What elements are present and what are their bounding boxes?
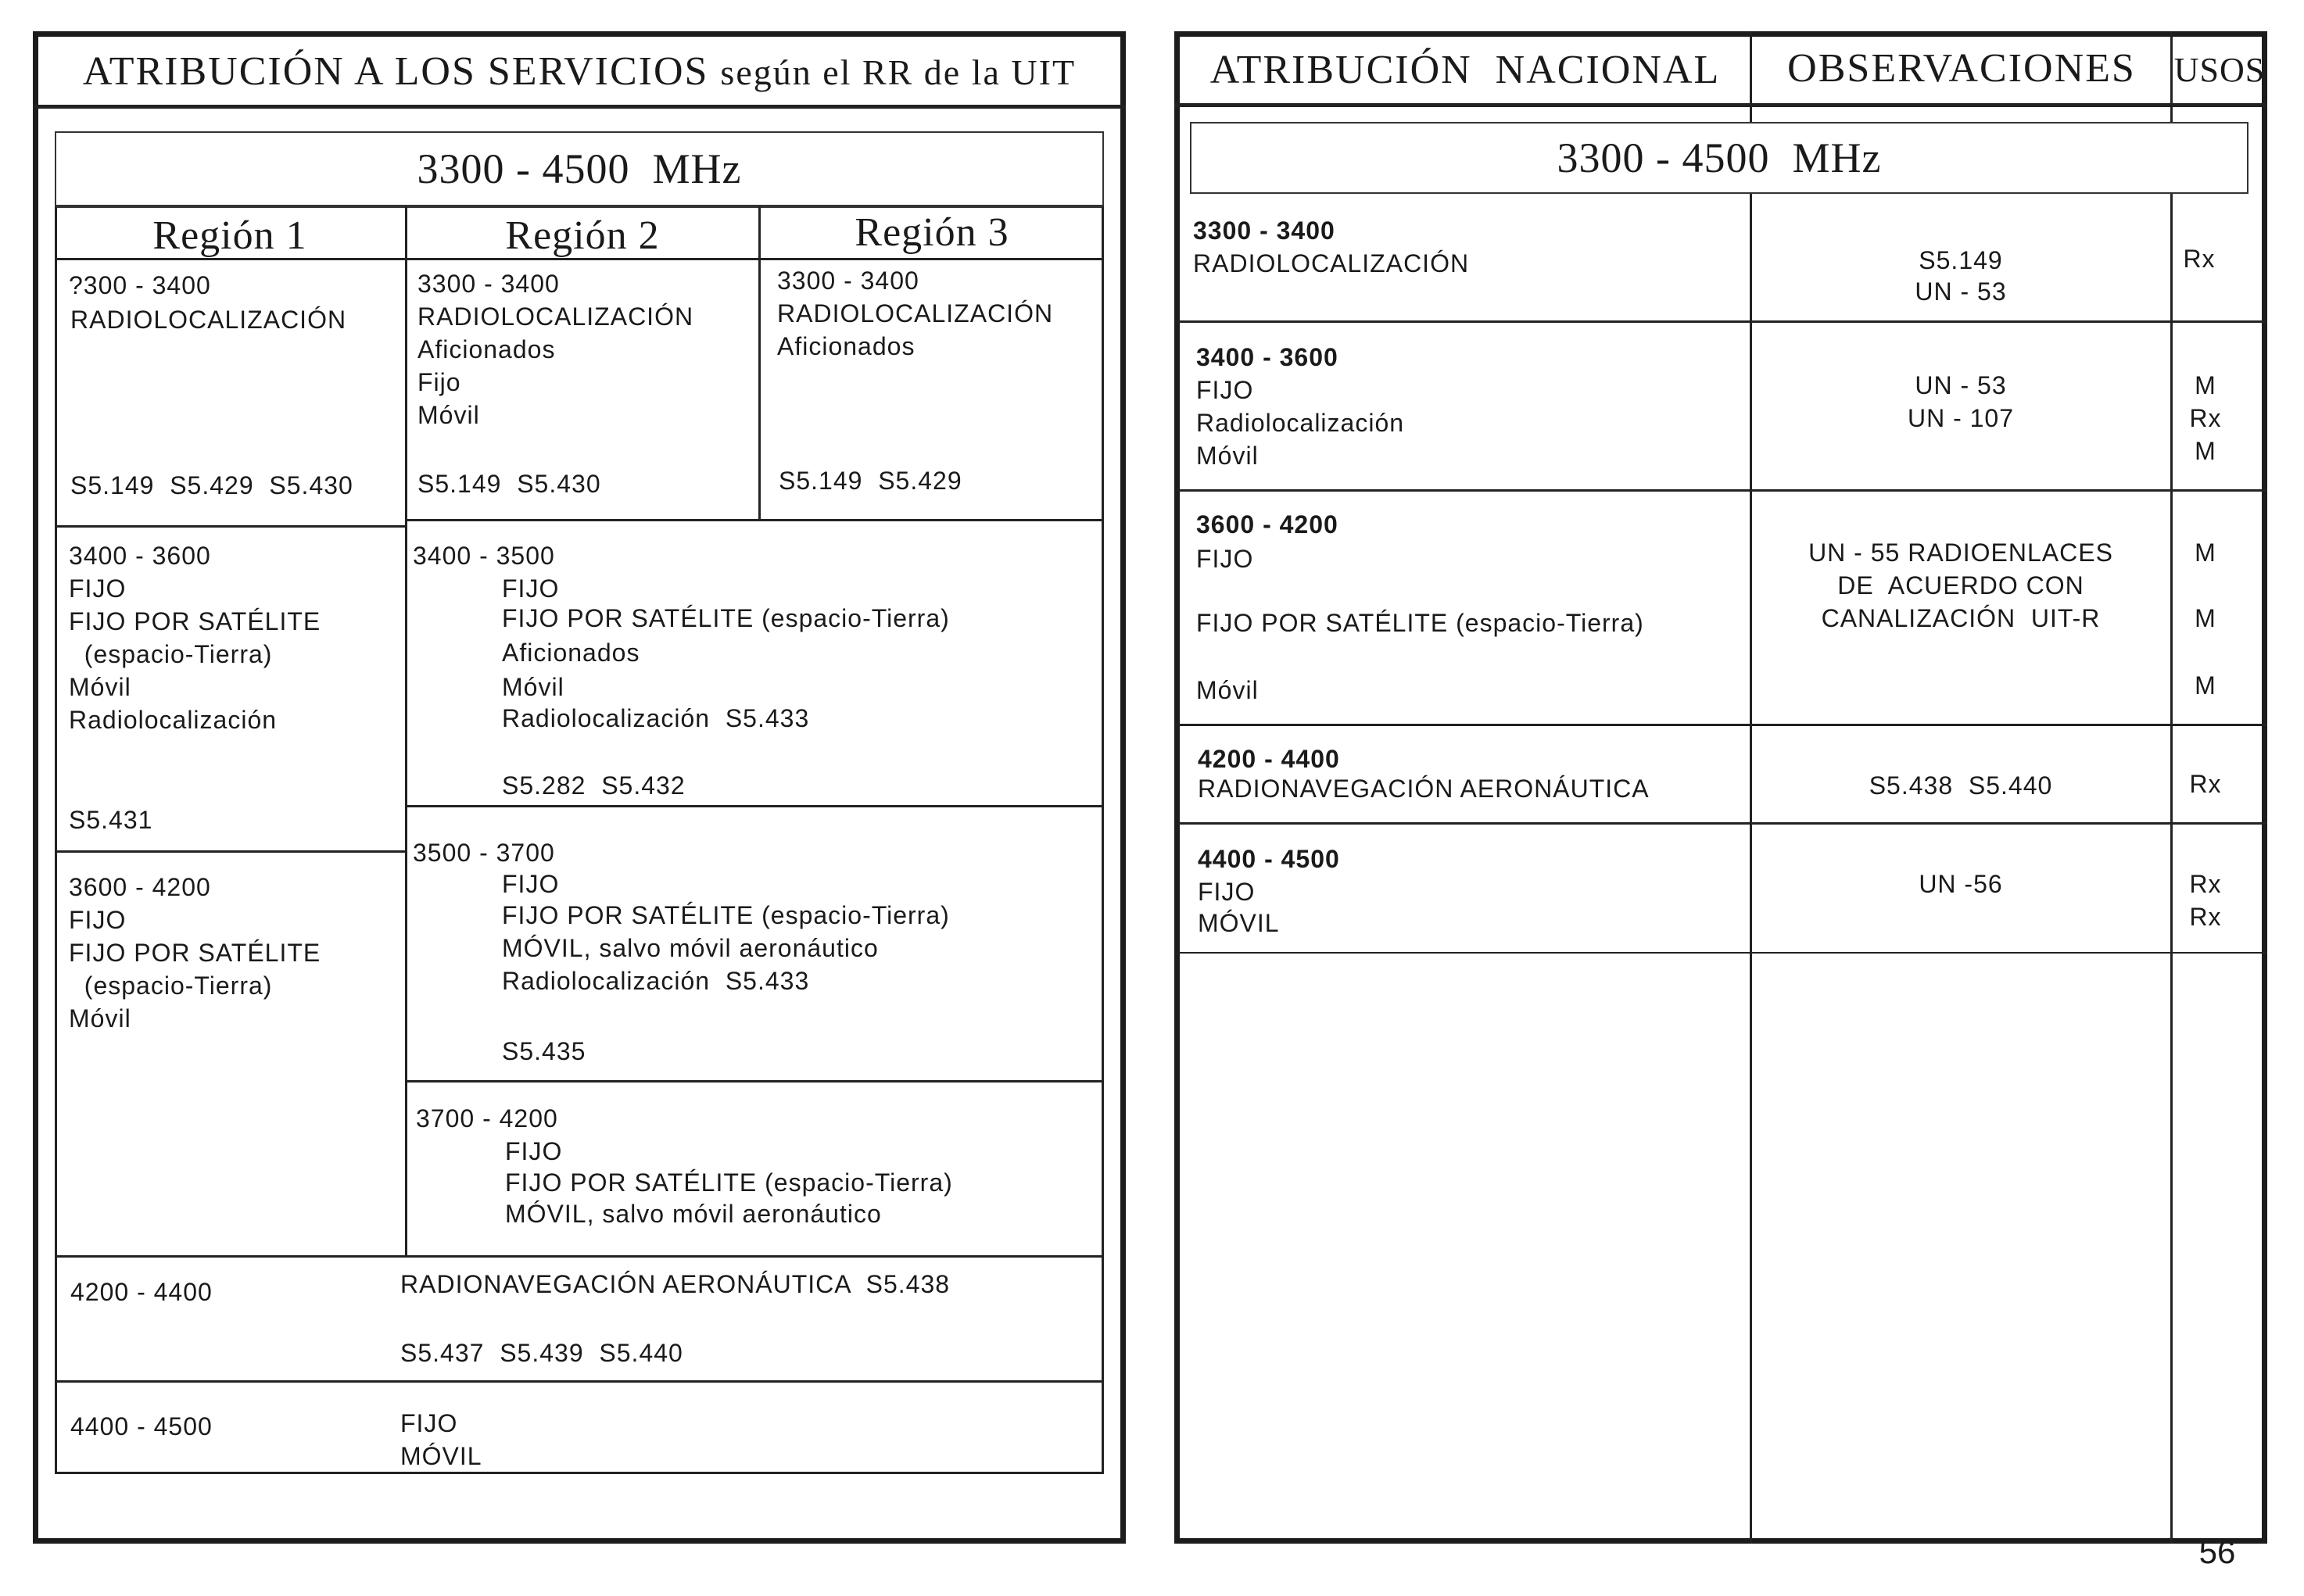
nat-row2-obs-1: UN - 53: [1915, 371, 2007, 399]
r1-3300-service: RADIOLOCALIZACIÓN: [70, 306, 347, 334]
nat-divider-3: [1177, 724, 2267, 726]
nat-row3-use-3: M: [2195, 671, 2216, 700]
r1-3400-notes: S5.431: [69, 806, 153, 834]
r23-3400-line-2: FIJO POR SATÉLITE (espacio-Tierra): [502, 604, 950, 632]
header-usos: USOS: [2173, 51, 2266, 89]
nat-divider-2: [1177, 489, 2267, 492]
r1-3300-notes: S5.149 S5.429 S5.430: [70, 471, 353, 499]
all-4400-range: 4400 - 4500: [70, 1412, 213, 1440]
r1-3600-range: 3600 - 4200: [69, 873, 211, 901]
r2-3300-range: 3300 - 3400: [417, 270, 560, 298]
r23-3700-line-3: MÓVIL, salvo móvil aeronáutico: [505, 1200, 882, 1228]
r1-3600-line-2: FIJO POR SATÉLITE: [69, 939, 321, 967]
divider-3600-r1: [55, 850, 407, 853]
title-rest: según el RR de la UIT: [720, 52, 1077, 92]
nat-row2-use-1: M: [2195, 371, 2216, 399]
r3-3300-range: 3300 - 3400: [777, 267, 919, 295]
right-band-title: 3300 - 4500 MHz: [1557, 134, 1882, 181]
all-4200-range: 4200 - 4400: [70, 1278, 213, 1306]
nat-row2-service-3: Móvil: [1196, 442, 1259, 470]
r1-3600-line-3: (espacio-Tierra): [69, 972, 273, 1000]
title-main: ATRIBUCIÓN A LOS SERVICIOS: [82, 49, 721, 94]
nat-row5-use-2: Rx: [2189, 903, 2222, 931]
all-4200-service: RADIONAVEGACIÓN AERONÁUTICA S5.438: [400, 1270, 951, 1298]
r23-3500-range: 3500 - 3700: [413, 839, 555, 867]
nat-row3-obs-1: UN - 55 RADIOENLACES: [1808, 539, 2113, 567]
nat-row3-service-3: Móvil: [1196, 676, 1259, 704]
nat-row2-use-2: Rx: [2189, 404, 2222, 432]
nat-row3-use-1: M: [2195, 539, 2216, 567]
divider-3300-r23: [405, 519, 1104, 521]
divider-4200: [55, 1255, 1104, 1258]
r2-3300-service-4: Móvil: [417, 401, 480, 429]
r1-3300-range: ?300 - 3400: [69, 271, 211, 299]
r2-3300-service-3: Fijo: [417, 368, 461, 396]
region-3-header: Región 3: [855, 210, 1009, 255]
nat-row5-service-2: MÓVIL: [1198, 909, 1280, 937]
r2-3300-service-1: RADIOLOCALIZACIÓN: [417, 302, 694, 331]
left-panel-title: [33, 45, 1126, 99]
r1-3400-line-5: Radiolocalización: [69, 706, 278, 734]
r23-3400-notes: S5.282 S5.432: [502, 771, 686, 800]
nat-row3-obs-3: CANALIZACIÓN UIT-R: [1821, 604, 2101, 632]
nat-row4-range: 4200 - 4400: [1198, 745, 1340, 773]
r23-3400-line-5: Radiolocalización S5.433: [502, 704, 810, 732]
region-2-header: Región 2: [505, 213, 660, 258]
nat-row3-use-2: M: [2195, 604, 2216, 632]
r23-3700-line-2: FIJO POR SATÉLITE (espacio-Tierra): [505, 1168, 953, 1197]
nat-row4-service-1: RADIONAVEGACIÓN AERONÁUTICA: [1198, 775, 1650, 803]
r23-3400-line-3: Aficionados: [502, 639, 640, 667]
page-number: 56: [2198, 1533, 2236, 1570]
nat-divider-4: [1177, 822, 2267, 825]
left-band-title: 3300 - 4500 MHz: [417, 145, 742, 192]
r3-3300-service-2: Aficionados: [777, 332, 916, 360]
all-4200-notes: S5.437 S5.439 S5.440: [400, 1339, 683, 1367]
all-4400-line-2: MÓVIL: [400, 1442, 482, 1470]
header-atribucion-nacional: ATRIBUCIÓN NACIONAL: [1209, 48, 1721, 92]
r23-3400-range: 3400 - 3500: [413, 542, 555, 570]
nat-row3-service-2: FIJO POR SATÉLITE (espacio-Tierra): [1196, 609, 1644, 637]
r23-3500-line-3: MÓVIL, salvo móvil aeronáutico: [502, 934, 879, 962]
nat-row4-use-1: Rx: [2189, 770, 2222, 798]
r23-3500-notes: S5.435: [502, 1037, 586, 1065]
nat-row2-service-1: FIJO: [1196, 376, 1254, 404]
r3-3300-service-1: RADIOLOCALIZACIÓN: [777, 299, 1054, 327]
nat-row3-obs-2: DE ACUERDO CON: [1837, 571, 2084, 599]
nat-row1-service-1: RADIOLOCALIZACIÓN: [1193, 249, 1470, 277]
nat-row5-range: 4400 - 4500: [1198, 845, 1340, 873]
divider-3300-r1: [55, 525, 407, 528]
r23-3500-line-4: Radiolocalización S5.433: [502, 967, 810, 995]
nat-row2-obs-2: UN - 107: [1907, 404, 2015, 432]
r1-3400-line-3: (espacio-Tierra): [69, 640, 273, 668]
r23-3500-line-1: FIJO: [502, 870, 560, 898]
nat-row1-obs-2: UN - 53: [1915, 277, 2007, 306]
nat-divider-5: [1177, 952, 2267, 954]
nat-row2-range: 3400 - 3600: [1196, 343, 1338, 371]
divider-3500: [405, 805, 1104, 807]
nat-row3-range: 3600 - 4200: [1196, 510, 1338, 539]
r23-3400-line-4: Móvil: [502, 673, 564, 701]
r2-3300-service-2: Aficionados: [417, 335, 556, 363]
r23-3700-range: 3700 - 4200: [416, 1104, 558, 1133]
nat-row4-obs-1: S5.438 S5.440: [1869, 771, 2053, 800]
region-1-header: Región 1: [152, 213, 307, 258]
r23-3500-line-2: FIJO POR SATÉLITE (espacio-Tierra): [502, 901, 950, 929]
r23-3400-line-1: FIJO: [502, 574, 560, 603]
nat-row2-use-3: M: [2195, 437, 2216, 465]
divider-4400: [55, 1380, 1104, 1383]
nat-divider-1: [1177, 320, 2267, 323]
r1-3600-line-4: Móvil: [69, 1004, 131, 1032]
nat-row1-range: 3300 - 3400: [1193, 216, 1335, 245]
divider-3700: [405, 1080, 1104, 1082]
nat-row5-obs-1: UN -56: [1919, 870, 2003, 898]
r2-3300-notes: S5.149 S5.430: [417, 470, 601, 498]
r23-3700-line-1: FIJO: [505, 1137, 563, 1165]
nat-row1-use-1: Rx: [2183, 245, 2216, 273]
header-observaciones: OBSERVACIONES: [1787, 46, 2136, 91]
nat-row5-use-1: Rx: [2189, 870, 2222, 898]
r1-3400-line-2: FIJO POR SATÉLITE: [69, 607, 321, 635]
nat-row2-service-2: Radiolocalización: [1196, 409, 1405, 437]
r1-3400-line-4: Móvil: [69, 673, 131, 701]
r3-3300-notes: S5.149 S5.429: [779, 467, 962, 495]
left-title-divider: [33, 105, 1126, 109]
right-title-divider: [1174, 103, 2267, 107]
nat-row5-service-1: FIJO: [1198, 878, 1256, 906]
all-4400-line-1: FIJO: [400, 1409, 458, 1437]
region-divider-1: [405, 206, 407, 1257]
nat-row1-obs-1: S5.149: [1919, 246, 2003, 274]
r1-3600-line-1: FIJO: [69, 906, 127, 934]
r1-3400-range: 3400 - 3600: [69, 542, 211, 570]
r1-3400-line-1: FIJO: [69, 574, 127, 603]
nat-row3-service-1: FIJO: [1196, 545, 1254, 573]
